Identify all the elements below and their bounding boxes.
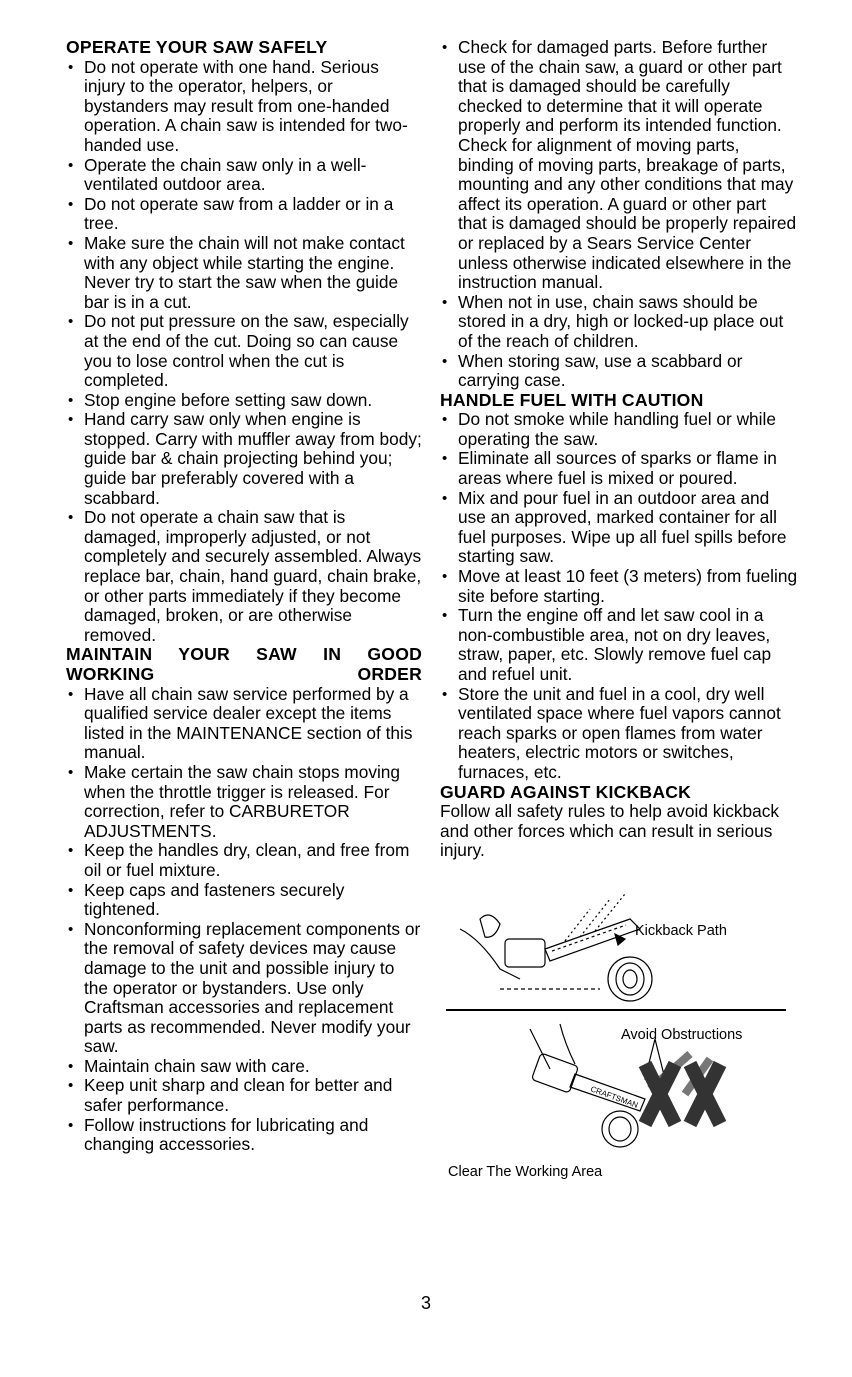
list-item: • Store the unit and fuel in a cool, dry well ventilated space where fuel vapors cannot reach sparks or open flames from water heaters, electric motors or switches, furnaces, etc. — [440, 685, 798, 783]
list-item: • When not in use, chain saws should be stored in a dry, high or locked-up place out of the reach of children. — [440, 293, 798, 352]
right-column — [440, 38, 798, 1179]
list-item: • Keep the handles dry, clean, and free from oil or fuel mixture. — [66, 841, 422, 880]
list-item: • Nonconforming replacement components or the removal of safety devices may cause damage to the unit and possible injury to the operator or bystanders. Use only Craftsman accessories and replacement parts as recommended. Never modify your saw. — [66, 920, 422, 1057]
list-item: • Hand carry saw only when engine is stopped. Carry with muffler away from body; guide bar & chain projecting behind you; guide bar preferably covered with a scabbard. — [66, 410, 422, 508]
operator-hand — [480, 915, 500, 937]
list-item: • Make certain the saw chain stops moving when the throttle trigger is released. For correction, refer to CARBURETOR ADJUSTMENTS. — [66, 763, 422, 841]
list-item: • Have all chain saw service performed by a qualified service dealer except the items listed in the MAINTENANCE section of this manual. — [66, 685, 422, 763]
figure-divider — [446, 1009, 786, 1011]
kickback-figure — [440, 879, 798, 1179]
list-item: • Check for damaged parts. Before further use of the chain saw, a guard or other part that is damaged should be carefully checked to determine that it will operate properly and perform its intended function. Check for alignment of moving parts, binding of moving parts, breakage of parts, mounting and any other conditions that may affect its operation. A guard or other part that is damaged should be properly repaired or replaced by a Sears Service Center unless otherwise indicated elsewhere in the instruction manual. — [440, 38, 798, 293]
left-column — [66, 38, 422, 1155]
list-item: • Turn the engine off and let saw cool in a non-combustible area, not on dry leaves, straw, paper, etc. Slowly remove fuel cap and refuel unit. — [440, 606, 798, 684]
list-item: • Operate the chain saw only in a well-ventilated outdoor area. — [66, 156, 422, 195]
list-item: • When storing saw, use a scabbard or carrying case. — [440, 352, 798, 391]
label-kickback-path: Kickback Path — [635, 922, 727, 939]
page-number: 3 — [420, 1293, 431, 1313]
list-item: • Do not put pressure on the saw, especially at the end of the cut. Doing so can cause you to lose control when the cut is completed. — [66, 312, 422, 390]
list-item: • Do not operate with one hand. Serious injury to the operator, helpers, or bystanders may result from one-handed operation. A chain saw is intended for two-handed use. — [66, 58, 422, 156]
kickback-intro: Follow all safety rules to help avoid kickback and other forces which can result in serious injury. — [440, 801, 780, 861]
heading-handle-fuel: HANDLE FUEL WITH CAUTION — [440, 389, 704, 410]
list-item: • Stop engine before setting saw down. — [66, 391, 422, 411]
list-item: • Eliminate all sources of sparks or flame in areas where fuel is mixed or poured. — [440, 449, 798, 488]
list-item: • Keep caps and fasteners securely tightened. — [66, 881, 422, 920]
list-item: • Do not smoke while handling fuel or while operating the saw. — [440, 410, 798, 449]
list-item: • Do not operate a chain saw that is damaged, improperly adjusted, or not completely and securely assembled. Always replace bar, chain, hand guard, chain brake, or other parts immediately if they become damaged, broken, or are otherwise removed. — [66, 508, 422, 645]
list-item: • Make sure the chain will not make contact with any object while starting the engine. Never try to start the saw when the guide bar is in a cut. — [66, 234, 422, 312]
obstruction-x-mark-2 — [690, 1064, 720, 1124]
heading-guard-kickback: GUARD AGAINST KICKBACK — [440, 781, 692, 802]
kickback-path-illustration — [460, 894, 652, 1001]
saw-brand-text: CRAFTSMAN — [589, 1084, 640, 1110]
list-item: • Do not operate saw from a ladder or in a tree. — [66, 195, 422, 234]
heading-operate-safely: OPERATE YOUR SAW SAFELY — [66, 37, 328, 57]
label-clear-working-area: Clear The Working Area — [448, 1163, 603, 1179]
list-item: • Maintain chain saw with care. — [66, 1057, 422, 1077]
obstruction-x-mark-1 — [645, 1064, 675, 1124]
list-item: • Follow instructions for lubricating and changing accessories. — [66, 1116, 422, 1155]
list-item: • Move at least 10 feet (3 meters) from fueling site before starting. — [440, 567, 798, 606]
list-item: • Keep unit sharp and clean for better and safer performance. — [66, 1076, 422, 1115]
list-item: • Mix and pour fuel in an outdoor area and use an approved, marked container for all fuel purposes. Wipe up all fuel spills before starting saw. — [440, 489, 798, 567]
kickback-illustration — [440, 879, 798, 1179]
heading-maintain-saw: MAINTAIN YOUR SAW IN GOOD WORKING ORDER — [66, 644, 422, 684]
label-avoid-obstructions: Avoid Obstructions — [621, 1026, 743, 1043]
saw-body — [505, 939, 545, 967]
